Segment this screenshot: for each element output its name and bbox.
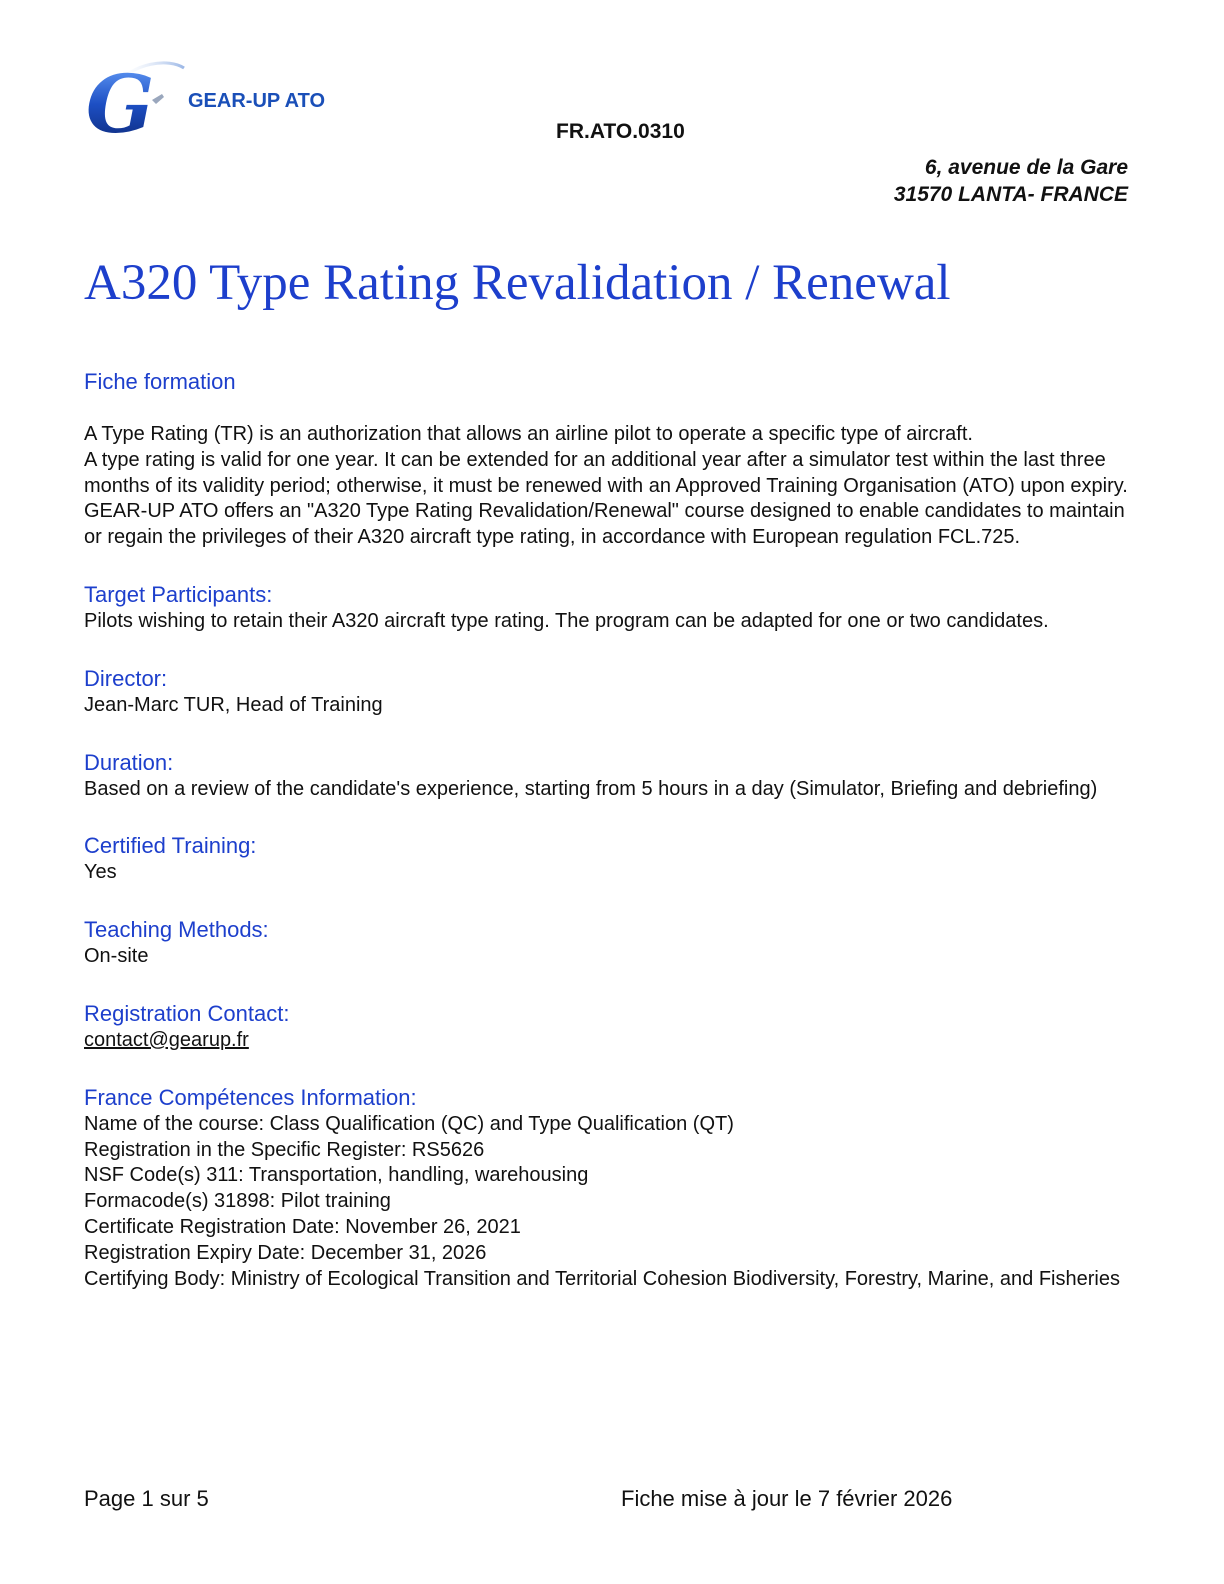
- page-title: A320 Type Rating Revalidation / Renewal: [84, 255, 951, 311]
- director-heading: Director:: [84, 665, 168, 691]
- info-registration-date: Certificate Registration Date: November 26, 2021: [84, 1215, 521, 1238]
- address-line-2: 31570 LANTA- FRANCE: [893, 183, 1128, 206]
- france-competences-heading: France Compétences Information:: [84, 1084, 417, 1110]
- info-nsf-code: NSF Code(s) 311: Transportation, handling, warehousing: [84, 1164, 589, 1187]
- certified-text: Yes: [84, 861, 117, 884]
- info-course-name: Name of the course: Class Qualification (QC) and Type Qualification (QT): [84, 1112, 734, 1135]
- fiche-paragraph-2: A type rating is valid for one year. It can be extended for an additional year after a simulator test within the last three months of its validity period; otherwise, it must be renewed with an Approved Training Organisation (ATO) upon expiry. GEAR-UP ATO offers an "A320 Type Rating Revalidation/Renewal" course designed to enable candidates to maintain or regain the privileges of their A320 aircraft type rating, in accordance with European regulation FCL.725.: [84, 448, 1128, 549]
- address-line-1: 6, avenue de la Gare: [924, 156, 1128, 179]
- logo-text: GEAR-UP ATO: [188, 90, 326, 112]
- director-text: Jean-Marc TUR, Head of Training: [84, 693, 383, 716]
- duration-heading: Duration:: [84, 749, 174, 775]
- contact-email-link[interactable]: contact@gearup.fr: [84, 1028, 249, 1051]
- last-updated: Fiche mise à jour le 7 février 2026: [621, 1486, 953, 1511]
- certified-heading: Certified Training:: [84, 833, 257, 859]
- info-expiry-date: Registration Expiry Date: December 31, 2026: [84, 1241, 487, 1264]
- address-block: [894, 154, 1128, 208]
- fiche-description: [84, 422, 1134, 551]
- page-number: Page 1 sur 5: [84, 1486, 209, 1511]
- info-certifying-body: Certifying Body: Ministry of Ecological Transition and Territorial Cohesion Biodiversity, Forestry, Marine, and Fisheries: [84, 1267, 1120, 1290]
- company-logo: [84, 56, 344, 138]
- info-formacode: Formacode(s) 31898: Pilot training: [84, 1190, 391, 1213]
- target-heading: Target Participants:: [84, 581, 273, 607]
- document-body: [84, 368, 1134, 1292]
- ato-reference: FR.ATO.0310: [556, 120, 685, 143]
- teaching-text: On-site: [84, 945, 149, 968]
- duration-text: Based on a review of the candidate's experience, starting from 5 hours in a day (Simulator, Briefing and debriefing): [84, 777, 1098, 800]
- svg-text:G: G: [86, 57, 155, 138]
- registration-contact: [84, 1028, 1134, 1054]
- registration-heading: Registration Contact:: [84, 1000, 290, 1026]
- fiche-heading: Fiche formation: [84, 369, 236, 394]
- target-text: Pilots wishing to retain their A320 aircraft type rating. The program can be adapted for one or two candidates.: [84, 609, 1049, 632]
- fiche-paragraph-1: A Type Rating (TR) is an authorization that allows an airline pilot to operate a specific type of aircraft.: [84, 423, 973, 445]
- teaching-heading: Teaching Methods:: [84, 917, 269, 943]
- france-competences-info: [84, 1112, 1134, 1293]
- info-specific-register: Registration in the Specific Register: RS5626: [84, 1138, 485, 1161]
